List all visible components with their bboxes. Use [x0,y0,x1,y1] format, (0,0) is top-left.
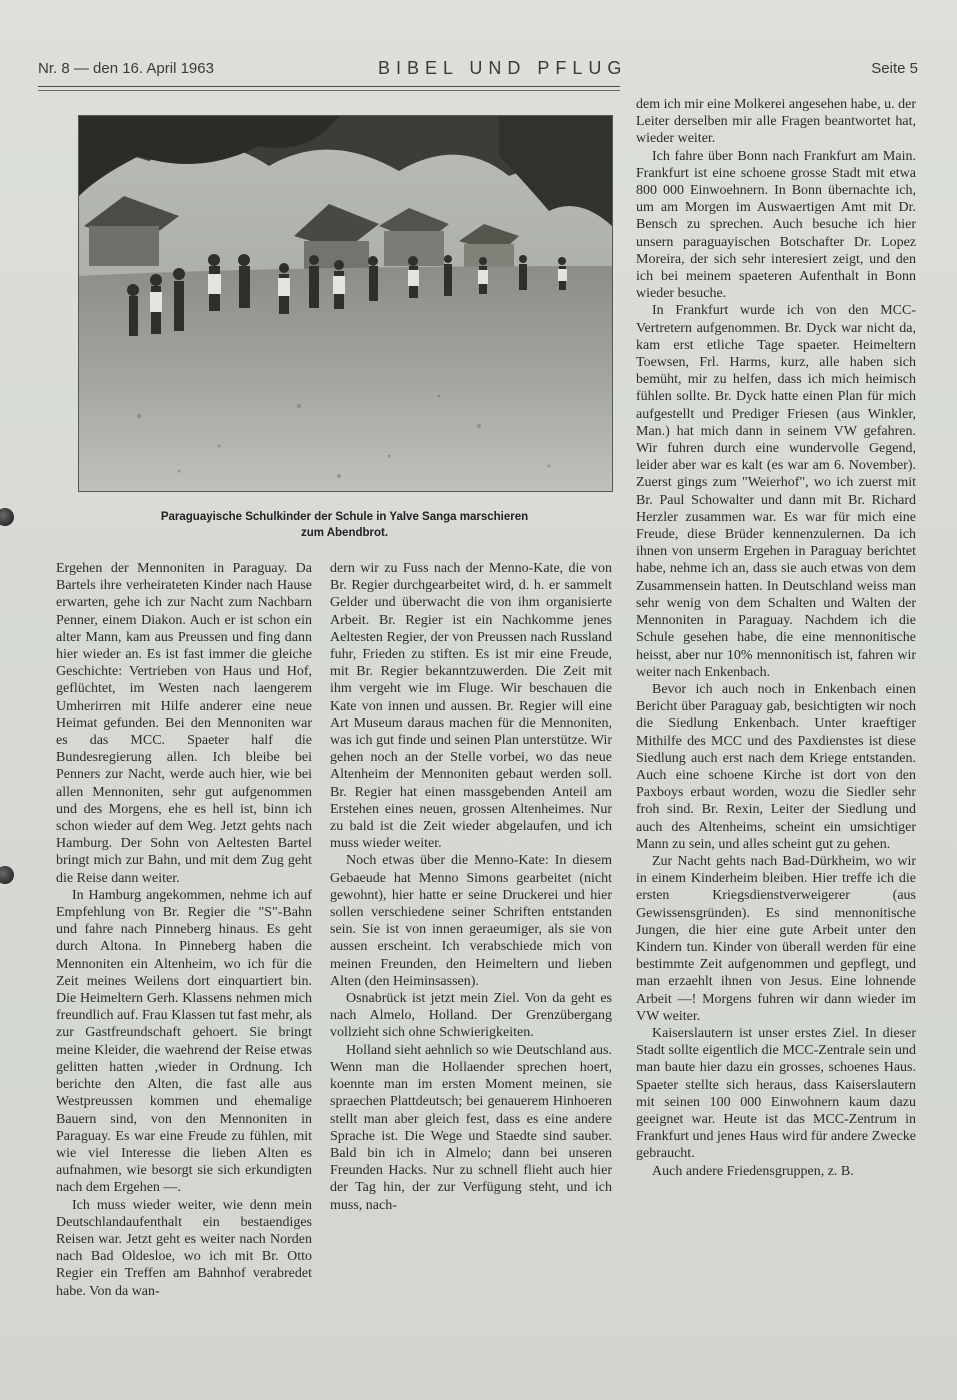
page-number: Seite 5 [871,60,918,77]
paragraph: Zur Nacht gehts nach Bad-Dürkheim, wo wir in einem Kinderheim bleiben. Hier treffe ich die ersten Kriegsdienstverweigerer (aus Gewissensgründen). Es sind mennonitische Jungen, die hier eine gute Arbeit unter den Kindern tun. Kinder von überall werden für eine bestimmte Zeit aufgenommen und gepflegt, und man erzaehlt ihnen von Jesus. Eine lohnende Arbeit —! Morgens fuhren wir dann wieder im VW weiter. [636,853,916,1024]
photo-caption [78,509,611,541]
paragraph: Auch andere Friedensgruppen, z. B. [652,1163,854,1179]
masthead-title: BIBEL UND PFLUG [378,58,628,78]
paragraph: Holland sieht aehnlich so wie Deutschland aus. Wenn man die Hollaender sprechen hoert, koennte man im ersten Moment meinen, sie spraechen Plattdeutsch; bei genauerem Hinhoeren stellt man aber gleich fest, dass es eine andere Sprache ist. Die Wege und Staedte sind sauber. Bald bin ich in Almelo; dann bei unseren Freunden Hacks. Nur zu schnell flieht auch hier der Tag hin, der zur Verfügung steht, und ich muss, nach- [330,1042,612,1213]
article-column-3 [636,96,916,1180]
schoolchildren-photo [78,115,613,492]
photo-illustration [79,116,612,491]
paragraph: In Hamburg angekommen, nehme ich auf Empfehlung von Br. Regier die "S"-Bahn und fahre nach Pinneberg hinaus. Es geht durch Altona. In Pinneberg haben die Mennoniten ein Altenheim, wo ich für die Zeit meines Weilens dort einquartiert bin. Die Heimeltern Gerh. Klassens nehmen mich freundlich auf. Frau Klassen tut fast mehr, als zur Gastfreundschaft gehoert. Sie bringt meine Kleider, die waehrend der Reise etwas gelitten hatten ,wieder in Ordnung. Ich berichte den Alten, die fast alle aus Westpreussen kommen und ehemalige Bauern sind, von den Mennoniten in Paraguay. Es war eine Freude zu fühlen, mit wie viel Interesse die lieben Alten es aufnahmen, wie besorgt sie sich erkundigten nach dem Ergehen —. [56,887,312,1196]
paragraph: Osnabrück ist jetzt mein Ziel. Von da geht es nach Almelo, Holland. Der Grenzübergang vollzieht sich ohne Schwierigkeiten. [330,991,612,1041]
caption-line-2: zum Abendbrot. [300,527,389,539]
paragraph: Kaiserslautern ist unser erstes Ziel. In dieser Stadt sollte eigentlich die MCC-Zentrale sein und man baute hier dazu ein grosses, schoenes Haus. Spaeter stellte sich heraus, dass Kaiserslautern mit seinen 100 000 Einwohnern kaum dazu geeignet war. Heute ist das MCC-Zentrum in Frankfurt und jenes Haus wird für andere Zwecke gebraucht. [636,1025,916,1162]
paragraph: dem ich mir eine Molkerei angesehen habe, u. der Leiter derselben mir alle Fragen beantwortet hat, wieder weiter. [636,97,916,147]
paragraph: Bevor ich auch noch in Enkenbach einen Bericht über Paraguay gab, besichtigten wir noch die Siedlung Enkenbach. Unter kraeftiger Mithilfe des MCC und des Paxdienstes ist diese Siedlung auch erst nach dem Kriege entstanden. Auch eine schoene Kirche ist dort von den Paxboys erbaut worden, wozu die Siedler sehr froh sind. Br. Rexin, Leiter der Siedlung und auch des Altenheims, scheint ein umsichtiger Mann zu sein, und alles scheint gut zu gehen. [636,681,916,852]
paragraph: Ich muss wieder weiter, wie denn mein Deutschlandaufenthalt ein bestaendiges Reisen war. Jetzt geht es weiter nach Norden nach Bad Oldesloe, wo ich mit Br. Otto Regier ein Treffen am Bahnhof verabredet habe. Von da wan- [56,1197,312,1299]
paragraph: Noch etwas über die Menno-Kate: In diesem Gebaeude hat Menno Simons gearbeitet (nicht gewohnt), hier hatte er seine Druckerei und hier sollen verschiedene seiner Schriften entstanden sein. Sie ist von innen geraeumiger, als sie von aussen erscheint. Ich verabschiede mich von meinen Freunden, den Heimeltern und lieben Alten (den Heiminsassen). [330,853,612,989]
binder-hole-icon [0,508,14,526]
paragraph: Ich fahre über Bonn nach Frankfurt am Main. Frankfurt ist eine schoene grosse Stadt mit etwa 800 000 Einwoehnern. In Bonn übernachte ich, um am Morgen im Auswaertigen Amt mit Dr. Bensch zu sprechen. Auch besuche ich hier unsern paraguayischen Botschafter Dr. Lopez Moreira, der sich sehr interesiert zeigt, und den ich bei meinem spaeteren Aufenthalt in Bonn wieder besuche. [636,148,916,302]
header-rule-thin [38,90,620,91]
caption-line-1: Paraguayische Schulkinder der Schule in Yalve Sanga marschieren [160,511,529,523]
page-header [38,58,918,84]
header-rule [38,86,620,87]
paragraph: In Frankfurt wurde ich von den MCC-Vertretern aufgenommen. Br. Dyck war nicht da, kam erst etliche Tage spaeter. Heimeltern Toewsen, Frl. Harms, kurz, alle haben sich bemüht, mir zu helfen, dass ich mich heimisch fühlen sollte. Br. Dyck hatte einen Plan für mich aufgestellt und Prediger Friesen (aus Winkler, Man.) hat mich dann in seinem VW gefahren. Wir fuhren durch eine wundervolle Gegend, leider aber war es kalt (es war am 6. November). Zuerst gings zum "Weierhof", wo ich zuerst mit Br. Paul Schowalter und dann mit Br. Richard Herzler zusammen war. Es war für mich eine Freude, diese Brüder kennenzulernen. Da ich ihnen von unserm Ergehen in Paraguay berichtet habe, nehme ich an, dass sie auch etwas von dem Zusammensein hatten. In Deutschland weiss man sehr wenig von dem Schalten und Walten der Mennoniten in Paraguay. Nachdem ich die Schule gesehen habe, die eine mennonitische heisst, aber nur 10% mennonitisch ist, fahren wir weiter nach Enkenbach. [636,303,916,680]
issue-date: Nr. 8 — den 16. April 1963 [38,60,214,77]
paragraph: Ergehen der Mennoniten in Paraguay. Da Bartels ihre verheirateten Kinder nach Hause erwarten, gehe ich zur Nacht zum Nachbarn Penner, einem Diakon. Auch er ist schon ein alter Mann, kam aus Preussen und fing dann hier wieder an. Es ist fast immer die gleiche Geschichte: Vertrieben von Haus und Hof, geflüchtet, im Westen nach laengerem Umherirren mit Hilfe anderer eine neue Heimat gefunden. Bei den Mennoniten war es das MCC. Spaeter half die Bundesregierung allen. Ich bleibe bei Penners zur Nacht, werde auch hier, wie bei allen Mennoniten, sehr gut aufgenommen und des Morgens, ehe es hell ist, binn ich schon wieder auf dem Weg. Jetzt gehts nach Hamburg. Der Sohn von Aeltesten Bartel bringt mich zur Bahn, und mit dem Zug geht die Reise dann weiter. [56,561,312,886]
article-column-1 [56,560,312,1300]
article-column-2 [330,560,612,1214]
paragraph: dern wir zu Fuss nach der Menno-Kate, die von Br. Regier durchgearbeitet wird, d. h. er sammelt Gelder und überwacht die von ihm organisierte Arbeit. Br. Regier ist ein Nachkomme jenes Aeltesten Regier, der von Preussen nach Russland fuhr, Frieden zu stiften. Es ist mir eine Freude, mit Br. Regier bekanntzuwerden. Die Zeit mit ihm vergeht wie im Fluge. Wir beschauen die Kate von innen und aussen. Br. Regier will eine Art Museum daraus machen für die Mennoniten, was ich gut finde und seinen Plan unterstütze. Wir gehen noch an der Stelle vorbei, wo das neue Altenheim der Mennoniten gebaut werden soll. Br. Regier hat einen massgebenden Anteil am Erstehen eines neuen, grossen Altenheimes. Nur zu bald ist die Zeit wieder abgelaufen, und ich muss wieder weiter. [330,561,612,852]
binder-hole-icon [0,866,14,884]
